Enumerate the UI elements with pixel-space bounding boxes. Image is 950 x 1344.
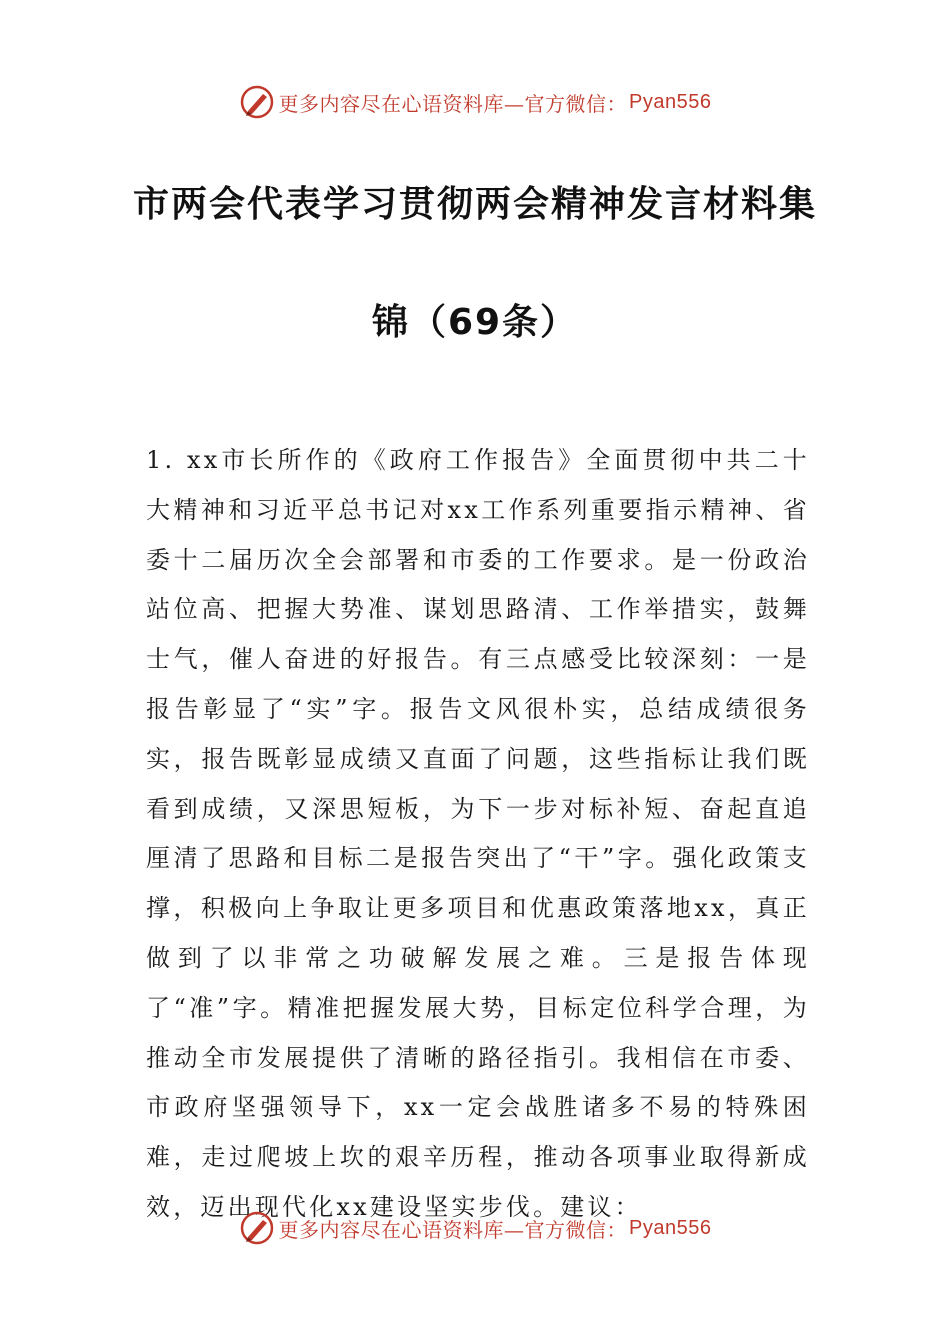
banner-wechat-id: Pyan556 [629,90,712,113]
document-title-line2: 锦（69条） [371,302,579,343]
pen-logo-icon [239,1210,275,1246]
header-watermark-banner [0,82,950,122]
body-paragraph: 1. xx市长所作的《政府工作报告》全面贯彻中共二十大精神和习近平总书记对xx工作系列重要指示精神、省委十二届历次全会部署和市委的工作要求。是一份政治站位高、把握大势准、谋划思路清、工作举措实，鼓舞士气，催人奋进的好报告。有三点感受比较深刻：一是报告彰显了“实”字。报告文风很朴实，总结成绩很务实，报告既彰显成绩又直面了问题，这些指标让我们既看到成绩，又深思短板，为下一步对标补短、奋起直追厘清了思路和目标二是报告突出了“干”字。强化政策支撑，积极向上争取让更多项目和优惠政策落地xx，真正做到了以非常之功破解发展之难。三是报告体现了“准”字。精准把握发展大势，目标定位科学合理，为推动全市发展提供了清晰的路径指引。我相信在市委、市政府坚强领导下，xx一定会战胜诸多不易的特殊困难，走过爬坡上坎的艰辛历程，推动各项事业取得新成效，迈出现代化xx建设坚实步伐。建议： [146,446,810,1221]
document-title-line1: 市两会代表学习贯彻两会精神发言材料集 [132,184,817,225]
pen-logo-icon [239,84,275,120]
banner-text: 更多内容尽在心语资料库—官方微信： [278,1217,628,1242]
banner-text: 更多内容尽在心语资料库—官方微信： [278,91,628,116]
footer-watermark-banner [0,1208,950,1248]
banner-wechat-id: Pyan556 [629,1216,712,1239]
